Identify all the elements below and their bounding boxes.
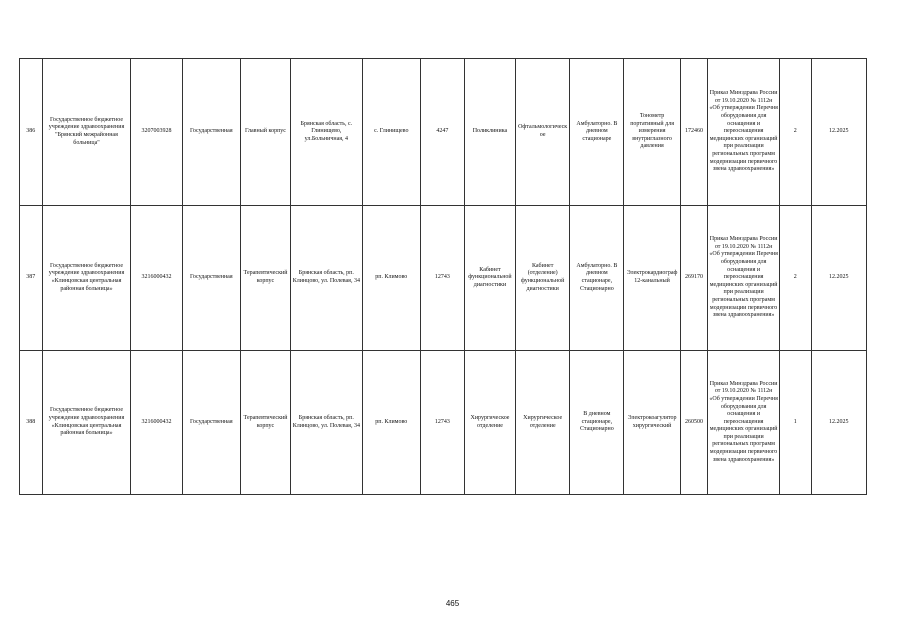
table-row xyxy=(20,59,867,206)
locality: рп. Климово xyxy=(362,351,420,495)
nkmi-code: 260500 xyxy=(680,351,708,495)
legal-basis: Приказ Минздрава России от 19.10.2020 № 1112н «Об утверждении Перечня оборудования для оснащения и переоснащения медицинских организаций при реализации региональных программ модернизации первичного звена здравоохранения» xyxy=(708,206,780,351)
code: 12743 xyxy=(420,351,464,495)
nkmi-code: 172460 xyxy=(680,59,708,206)
quantity: 1 xyxy=(779,351,811,495)
code: 4247 xyxy=(420,59,464,206)
ownership-type: Государственная xyxy=(182,206,240,351)
equipment-name: Электрокоагулятор хирургический xyxy=(624,351,680,495)
page-number: 465 xyxy=(445,599,460,608)
inn: 3216000432 xyxy=(131,206,182,351)
organization-name: Государственное бюджетное учреждение здравоохранения «Клинцовская центральная районная больница» xyxy=(42,206,131,351)
unit-name: Кабинет функциональной диагностики xyxy=(464,206,515,351)
building-name: Главный корпус xyxy=(240,59,290,206)
table-row xyxy=(20,351,867,495)
address: Брянская область, рп. Клинцово, ул. Полевая, 34 xyxy=(291,351,363,495)
care-conditions: Амбулаторно. В дневном стационаре, Стационарно xyxy=(570,206,624,351)
address: Брянская область, с. Глинищево, ул.Больничная, 4 xyxy=(291,59,363,206)
care-conditions: Амбулаторно. В дневном стационаре xyxy=(570,59,624,206)
delivery-period: 12.2025 xyxy=(811,206,866,351)
equipment-name: Тонометр портативный для измерения внутриглазного давления xyxy=(624,59,680,206)
inn: 3216000432 xyxy=(131,351,182,495)
equipment-registry-table xyxy=(19,58,867,495)
locality: с. Глинищево xyxy=(362,59,420,206)
building-name: Терапевтический корпус xyxy=(240,206,290,351)
row-number: 388 xyxy=(20,351,43,495)
department-profile: Хирургическое отделение xyxy=(516,351,570,495)
department-profile: Офтальмологическое xyxy=(516,59,570,206)
delivery-period: 12.2025 xyxy=(811,351,866,495)
unit-name: Хирургическое отделение xyxy=(464,351,515,495)
legal-basis: Приказ Минздрава России от 19.10.2020 № 1112н «Об утверждении Перечня оборудования для оснащения и переоснащения медицинских организаций при реализации региональных программ модернизации первичного звена здравоохранения» xyxy=(708,351,780,495)
ownership-type: Государственная xyxy=(182,351,240,495)
department-profile: Кабинет (отделение) функциональной диагностики xyxy=(516,206,570,351)
row-number: 386 xyxy=(20,59,43,206)
quantity: 2 xyxy=(779,206,811,351)
building-name: Терапевтический корпус xyxy=(240,351,290,495)
equipment-name: Электрокардиограф 12-канальный xyxy=(624,206,680,351)
address: Брянская область, рп. Клинцово, ул. Полевая, 34 xyxy=(291,206,363,351)
ownership-type: Государственная xyxy=(182,59,240,206)
row-number: 387 xyxy=(20,206,43,351)
inn: 3207003928 xyxy=(131,59,182,206)
organization-name: Государственное бюджетное учреждение здравоохранения "Брянский межрайонная больница" xyxy=(42,59,131,206)
delivery-period: 12.2025 xyxy=(811,59,866,206)
quantity: 2 xyxy=(779,59,811,206)
organization-name: Государственное бюджетное учреждение здравоохранения «Клинцовская центральная районная больница» xyxy=(42,351,131,495)
unit-name: Поликлиника xyxy=(464,59,515,206)
legal-basis: Приказ Минздрава России от 19.10.2020 № 1112н «Об утверждении Перечня оборудования для оснащения и переоснащения медицинских организаций при реализации региональных программ модернизации первичного звена здравоохранения» xyxy=(708,59,780,206)
nkmi-code: 269170 xyxy=(680,206,708,351)
locality: рп. Климово xyxy=(362,206,420,351)
care-conditions: В дневном стационаре, Стационарно xyxy=(570,351,624,495)
table-row xyxy=(20,206,867,351)
code: 12743 xyxy=(420,206,464,351)
